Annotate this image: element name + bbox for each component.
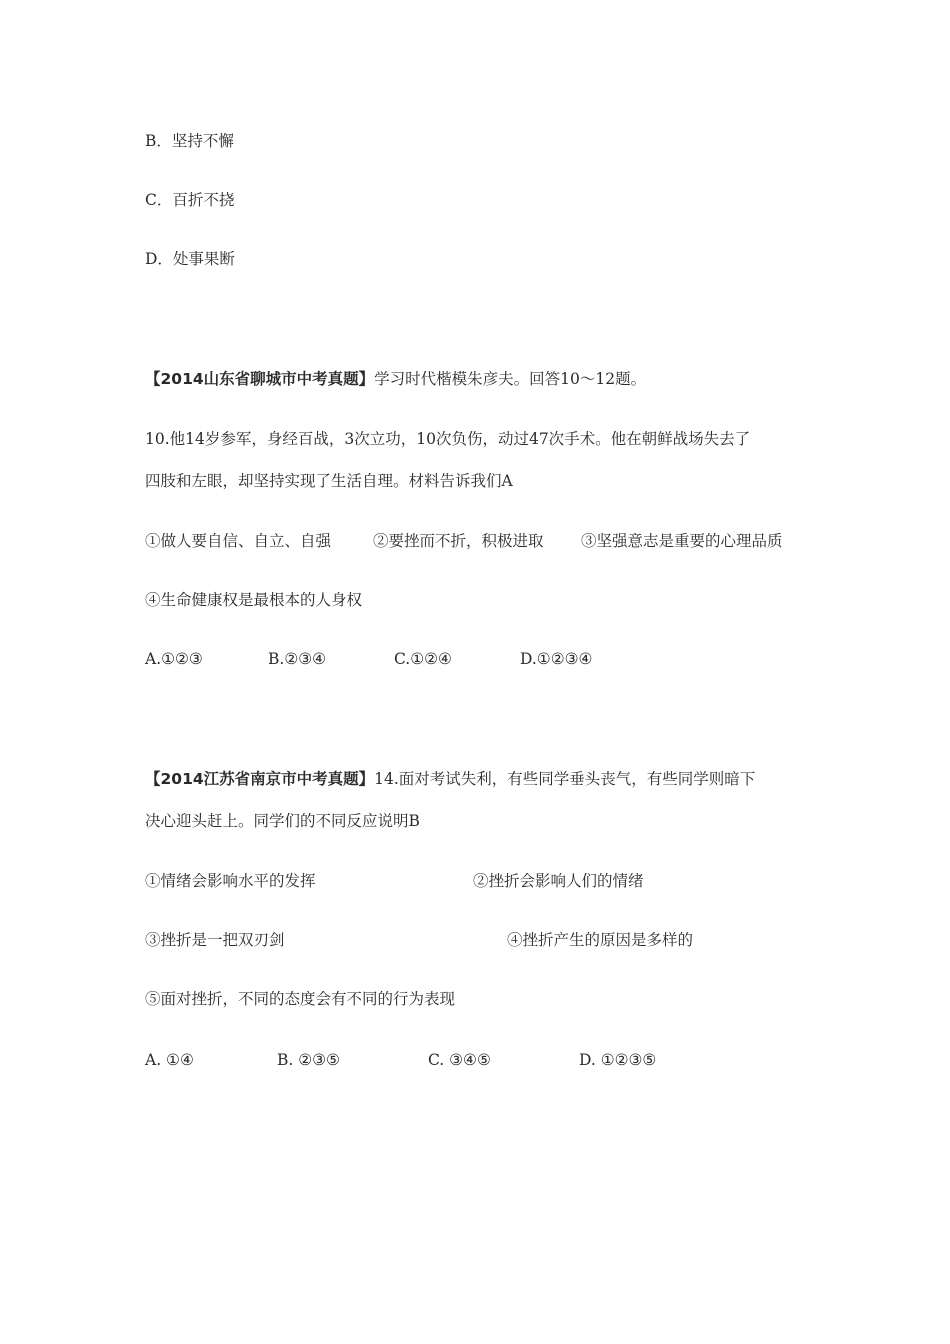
q1-statement-2: ②要挫而不折，积极进取	[373, 532, 544, 550]
q1-stem-line1: 10.他14岁参军，身经百战，3次立功，10次负伤，动过47次手术。他在朝鲜战场失去了	[145, 430, 751, 448]
q1-choice-d: D.①②③④	[520, 650, 593, 668]
q2-choice-a: A. ①④	[145, 1051, 194, 1069]
option-b: B．坚持不懈	[145, 132, 234, 150]
q2-statement-2: ②挫折会影响人们的情绪	[473, 872, 644, 890]
q1-statement-4: ④生命健康权是最根本的人身权	[145, 591, 363, 609]
q2-stem-line2: 决心迎头赶上。同学们的不同反应说明B	[145, 812, 420, 830]
q1-intro: 学习时代楷模朱彦夫。回答10～12题。	[374, 370, 647, 388]
q2-statement-5: ⑤面对挫折，不同的态度会有不同的行为表现	[145, 990, 456, 1008]
option-c: C．百折不挠	[145, 191, 235, 209]
q1-choice-b: B.②③④	[268, 650, 327, 668]
q2-heading	[145, 769, 755, 789]
q1-stem-line2: 四肢和左眼，却坚持实现了生活自理。材料告诉我们A	[145, 472, 513, 490]
q1-source-tag: 【2014山东省聊城市中考真题】	[145, 370, 375, 388]
q2-statement-3: ③挫折是一把双刃剑	[145, 931, 285, 949]
q1-statement-1: ①做人要自信、自立、自强	[145, 532, 332, 550]
q2-statement-1: ①情绪会影响水平的发挥	[145, 872, 316, 890]
q1-choice-c: C.①②④	[394, 650, 452, 668]
q1-heading	[145, 369, 646, 389]
q2-choice-c: C. ③④⑤	[428, 1051, 491, 1069]
q2-choice-b: B. ②③⑤	[277, 1051, 340, 1069]
q1-statement-3: ③坚强意志是重要的心理品质	[581, 532, 783, 550]
option-d: D．处事果断	[145, 250, 235, 268]
q2-statement-4: ④挫折产生的原因是多样的	[507, 931, 694, 949]
q2-stem-line1: 14.面对考试失利，有些同学垂头丧气，有些同学则暗下	[374, 770, 756, 788]
q1-choice-a: A.①②③	[145, 650, 203, 668]
q2-choice-d: D. ①②③⑤	[579, 1051, 657, 1069]
q2-source-tag: 【2014江苏省南京市中考真题】	[145, 770, 375, 788]
